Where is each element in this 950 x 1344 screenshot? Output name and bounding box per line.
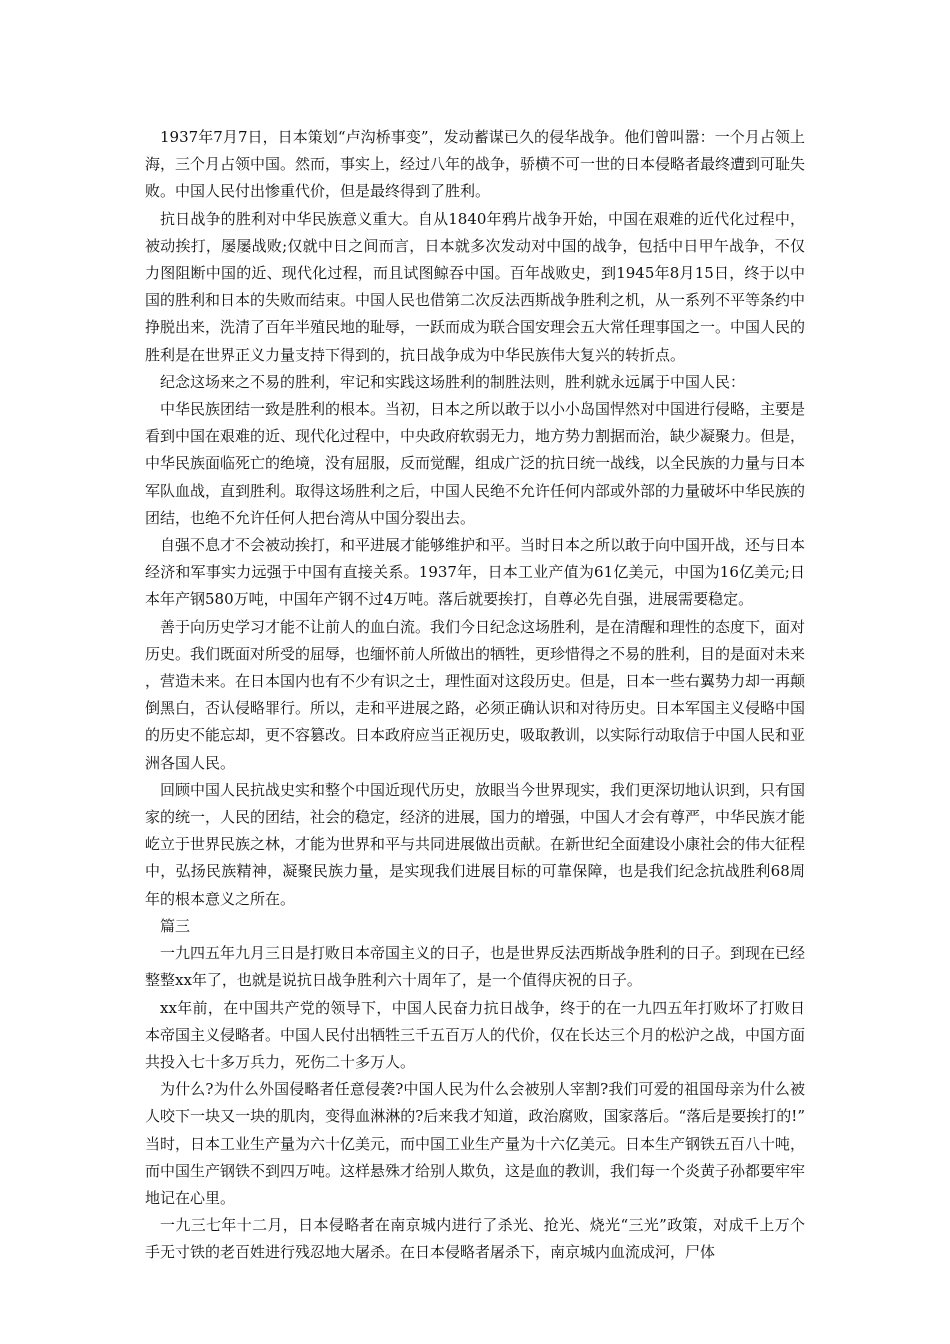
- section-heading: 篇三: [160, 916, 191, 935]
- paragraph: 纪念这场来之不易的胜利，牢记和实践这场胜利的制胜法则，胜利就永远属于中国人民：: [160, 372, 746, 391]
- paragraph: 回顾中国人民抗战史实和整个中国近现代历史，放眼当今世界现实，我们更深切地认识到，只有国家的统一，人民的团结，社会的稳定，经济的进展，国力的增强，中国人才会有尊严，中华民族才能屹立于世界民族之林，才能为世界和平与共同进展做出贡献。在新世纪全面建设小康社会的伟大征程中，弘扬民族精神，凝聚民族力量，是实现我们进展目标的可靠保障，也是我们纪念抗战胜利68周年的根本意义之所在。: [145, 780, 806, 908]
- paragraph: 抗日战争的胜利对中华民族意义重大。自从1840年鸦片战争开始，中国在艰难的近代化过程中，被动挨打，屡屡战败;仅就中日之间而言，日本就多次发动对中国的战争，包括中日甲午战争，不仅力图阻断中国的近、现代化过程，而且试图鲸吞中国。百年战败史，到1945年8月15日，终于以中国的胜利和日本的失败而结束。中国人民也借第二次反法西斯战争胜利之机，从一系列不平等条约中挣脱出来，洗清了百年半殖民地的耻辱，一跃而成为联合国安理会五大常任理事国之一。中国人民的胜利是在世界正义力量支持下得到的，抗日战争成为中华民族伟大复兴的转折点。: [145, 209, 806, 364]
- paragraph: 中华民族团结一致是胜利的根本。当初，日本之所以敢于以小小岛国悍然对中国进行侵略，主要是看到中国在艰难的近、现代化过程中，中央政府软弱无力，地方势力割据而治，缺少凝聚力。但是，中华民族面临死亡的绝境，没有屈服，反而觉醒，组成广泛的抗日统一战线，以全民族的力量与日本军队血战，直到胜利。取得这场胜利之后，中国人民绝不允许任何内部或外部的力量破坏中华民族的团结，也绝不允许任何人把台湾从中国分裂出去。: [145, 400, 806, 527]
- document-body: [145, 124, 805, 1267]
- paragraph: 自强不息才不会被动挨打，和平进展才能够维护和平。当时日本之所以敢于向中国开战，还与日本经济和军事实力远强于中国有直接关系。1937年，日本工业产值为61亿美元，中国为16亿美元;日本年产钢580万吨，中国年产钢不过4万吨。落后就要挨打，自尊必先自强，进展需要稳定。: [145, 536, 806, 609]
- paragraph: 1937年7月7日，日本策划“卢沟桥事变”，发动蓄谋已久的侵华战争。他们曾叫嚣：一个月占领上海，三个月占领中国。然而，事实上，经过八年的战争，骄横不可一世的日本侵略者最终遭到可耻失败。中国人民付出惨重代价，但是最终得到了胜利。: [145, 128, 806, 201]
- paragraph: 一九四五年九月三日是打败日本帝国主义的日子，也是世界反法西斯战争胜利的日子。到现在已经整整xx年了，也就是说抗日战争胜利六十周年了，是一个值得庆祝的日子。: [145, 944, 806, 990]
- paragraph: xx年前，在中国共产党的领导下，中国人民奋力抗日战争，终于的在一九四五年打败坏了打败日本帝国主义侵略者。中国人民付出牺牲三千五百万人的代价，仅在长达三个月的松沪之战，中国方面共投入七十多万兵力，死伤二十多万人。: [145, 998, 806, 1071]
- paragraph: 为什么?为什么外国侵略者任意侵袭?中国人民为什么会被别人宰割?我们可爱的祖国母亲为什么被人咬下一块又一块的肌肉，变得血淋淋的?后来我才知道，政治腐败，国家落后。“落后是要挨打的!”当时，日本工业生产量为六十亿美元，而中国工业生产量为十六亿美元。日本生产钢铁五百八十吨，而中国生产钢铁不到四万吨。这样悬殊才给别人欺负，这是血的教训，我们每一个炎黄子孙都要牢牢地记在心里。: [145, 1080, 806, 1207]
- paragraph: 一九三七年十二月，日本侵略者在南京城内进行了杀光、抢光、烧光“三光”政策，对成千上万个手无寸铁的老百姓进行残忍地大屠杀。在日本侵略者屠杀下，南京城内血流成河，尸体: [145, 1216, 805, 1262]
- paragraph: 善于向历史学习才能不让前人的血白流。我们今日纪念这场胜利，是在清醒和理性的态度下，面对历史。我们既面对所受的屈辱，也缅怀前人所做出的牺牲，更珍惜得之不易的胜利，目的是面对未来，营造未来。在日本国内也有不少有识之士，理性面对这段历史。但是，日本一些右翼势力却一再颠倒黑白，否认侵略罪行。所以，走和平进展之路，必须正确认识和对待历史。日本军国主义侵略中国的历史不能忘却，更不容篡改。日本政府应当正视历史，吸取教训，以实际行动取信于中国人民和亚洲各国人民。: [145, 617, 806, 772]
